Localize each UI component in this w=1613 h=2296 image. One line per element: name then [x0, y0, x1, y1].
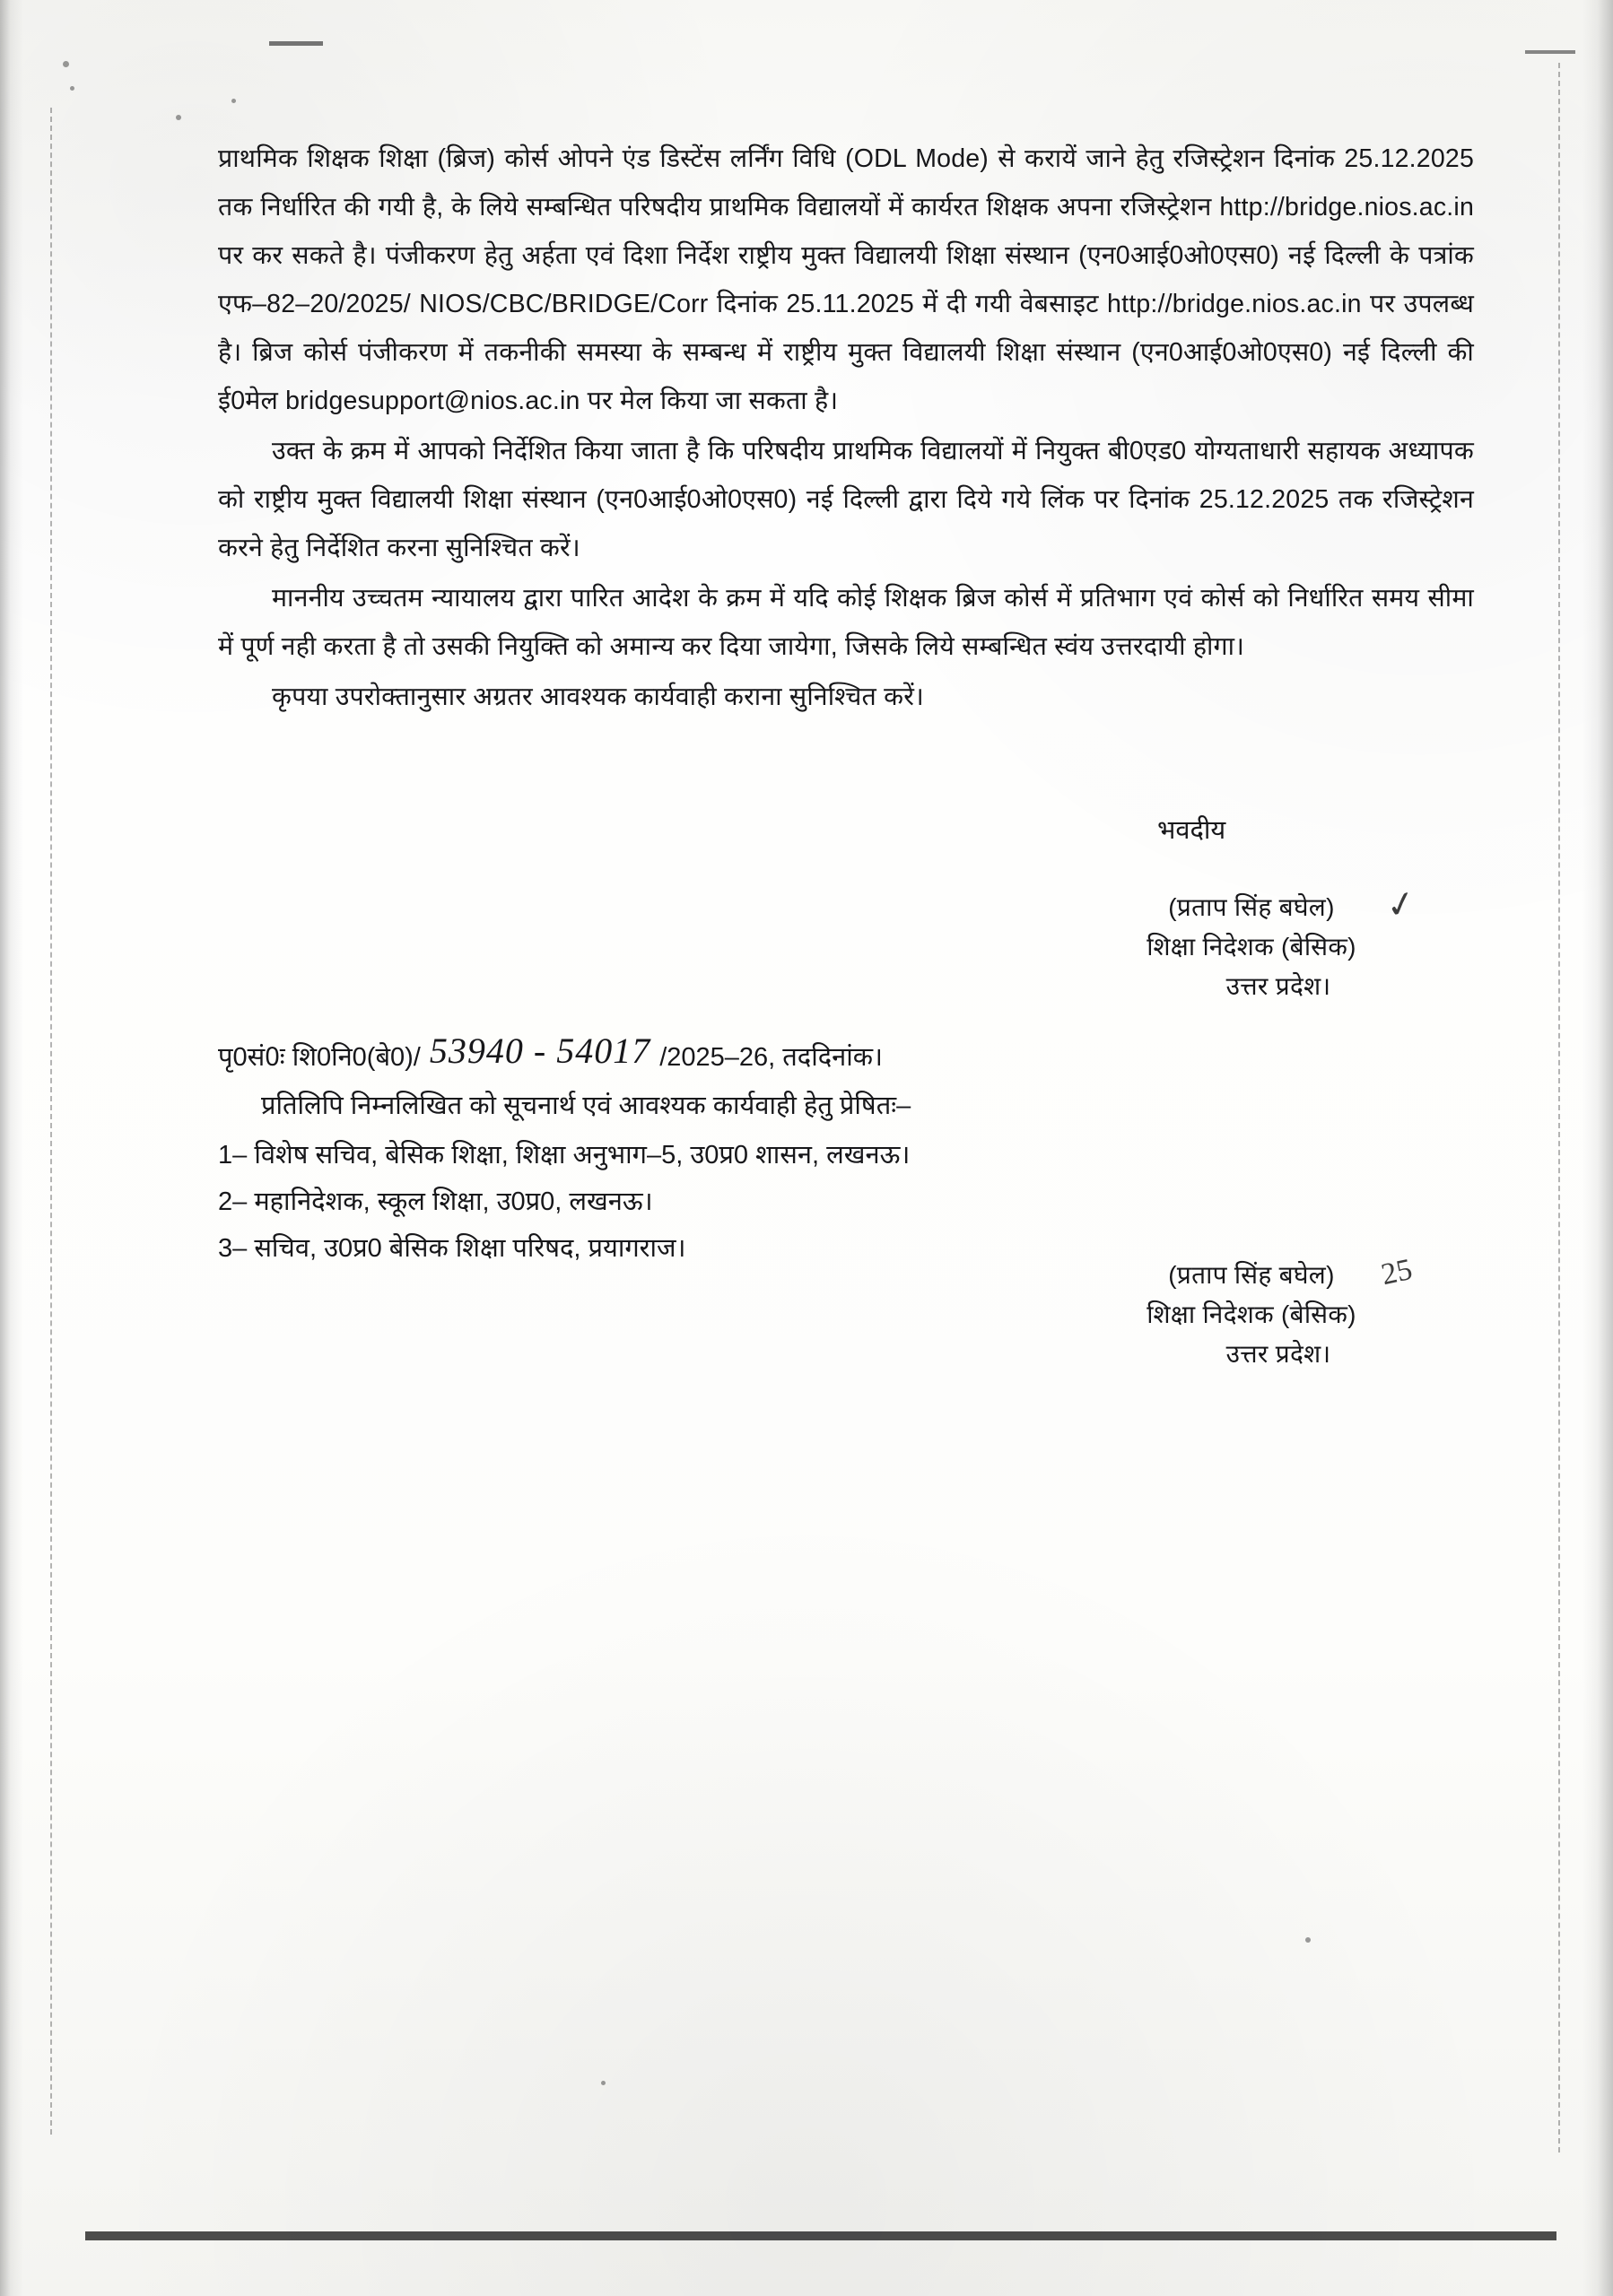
letter-body: [218, 135, 1474, 723]
handwritten-signature-mark-2: 25: [1378, 1252, 1416, 1292]
dispatch-handwritten-number: 53940 - 54017: [429, 1031, 651, 1071]
signatory-designation: शिक्षा निदेशक (बेसिक): [1147, 933, 1356, 961]
letter-paragraph-4: कृपया उपरोक्तानुसार अग्रतर आवश्यक कार्यवाही कराना सुनिश्चित करें।: [272, 683, 925, 711]
scan-margin-dashes-right: [1558, 63, 1561, 2152]
scan-edge-shadow-right: [1582, 0, 1613, 2296]
letter-paragraph-1: प्राथमिक शिक्षक शिक्षा (ब्रिज) कोर्स ओपने एंड डिस्टेंस लर्निंग विधि (ODL Mode) से करायें जाने हेतु रजिस्ट्रेशन दिनांक 25.12.2025 तक निर्धारित की गयी है, के लिये सम्बन्धित परिषदीय प्राथमिक विद्यालयों में कार्यरत शिक्षक अपना रजिस्ट्रेशन http://bridge.nios.ac.in पर कर सकते है। पंजीकरण हेतु अर्हता एवं दिशा निर्देश राष्ट्रीय मुक्त विद्यालयी शिक्षा संस्थान (एन0आई0ओ0एस0) नई दिल्ली के पत्रांक एफ–82–20/2025/ NIOS/CBC/BRIDGE/Corr दिनांक 25.11.2025 में दी गयी वेबसाइट http://bridge.nios.ac.in पर उपलब्ध है। ब्रिज कोर्स पंजीकरण में तकनीकी समस्या के सम्बन्ध में राष्ट्रीय मुक्त विद्यालयी शिक्षा संस्थान (एन0आई0ओ0एस0) नई दिल्ली की ई0मेल bridgesupport@nios.ac.in पर मेल किया जा सकता है।: [218, 144, 1474, 415]
scan-speck: [231, 99, 236, 103]
copy-to-list: [218, 1132, 1474, 1272]
copy-to-item: 3– सचिव, उ0प्र0 बेसिक शिक्षा परिषद, प्रयागराज।: [218, 1234, 686, 1263]
scan-margin-dashes-left: [50, 108, 53, 2135]
scan-artifact-top-right: [1525, 50, 1575, 54]
scan-artifact-top-left: [269, 41, 323, 46]
scan-artifact-bottom-bar: [85, 2231, 1556, 2240]
signatory-name: (प्रताप सिंह बघेल): [1168, 893, 1335, 921]
copy-to-heading: प्रतिलिपि निम्नलिखित को सूचनार्थ एवं आवश्यक कार्यवाही हेतु प्रेषितः–: [261, 1091, 911, 1120]
letter-paragraph-3: माननीय उच्चतम न्यायालय द्वारा पारित आदेश के क्रम में यदि कोई शिक्षक ब्रिज कोर्स में प्रतिभाग एवं कोर्स को निर्धारित समय सीमा में पूर्ण नही करता है तो उसकी नियुक्ति को अमान्य कर दिया जायेगा, जिसके लिये सम्बन्धित स्वंय उत्तरदायी होगा।: [218, 584, 1474, 661]
letter-closing: भवदीय: [1157, 816, 1226, 845]
letter-paragraph-2: उक्त के क्रम में आपको निर्देशित किया जाता है कि परिषदीय प्राथमिक विद्यालयों में नियुक्त बी0एड0 योग्यताधारी सहायक अध्यापक को राष्ट्रीय मुक्त विद्यालयी शिक्षा संस्थान (एन0आई0ओ0एस0) नई दिल्ली द्वारा दिये गये लिंक पर दिनांक 25.12.2025 तक रजिस्ट्रेशन करने हेतु निर्देशित करना सुनिश्चित करें।: [218, 437, 1474, 562]
signatory-designation: शिक्षा निदेशक (बेसिक): [1147, 1300, 1356, 1328]
scan-speck: [1305, 1937, 1311, 1943]
copy-to-item: 2– महानिदेशक, स्कूल शिक्षा, उ0प्र0, लखनऊ।: [218, 1187, 653, 1216]
scan-speck: [176, 115, 181, 120]
scan-speck: [70, 86, 74, 91]
scan-speck: [63, 61, 69, 67]
scan-edge-shadow-left: [0, 0, 23, 2296]
dispatch-block: [218, 1031, 1474, 1272]
dispatch-number-line: [218, 1031, 1474, 1080]
scan-speck: [601, 2081, 606, 2085]
signatory-state: उत्तर प्रदेश।: [1225, 972, 1331, 1000]
signatory-name: (प्रताप सिंह बघेल): [1168, 1261, 1335, 1289]
dispatch-prefix: पृ0सं0ः शि0नि0(बे0)/: [218, 1043, 421, 1072]
handwritten-signature-mark-1: ✓: [1382, 882, 1420, 927]
copy-to-item: 1– विशेष सचिव, बेसिक शिक्षा, शिक्षा अनुभाग–5, उ0प्र0 शासन, लखनऊ।: [218, 1141, 911, 1170]
dispatch-suffix: /2025–26, तददिनांक।: [659, 1043, 883, 1072]
signatory-state: उत्तर प्रदेश।: [1225, 1340, 1331, 1368]
